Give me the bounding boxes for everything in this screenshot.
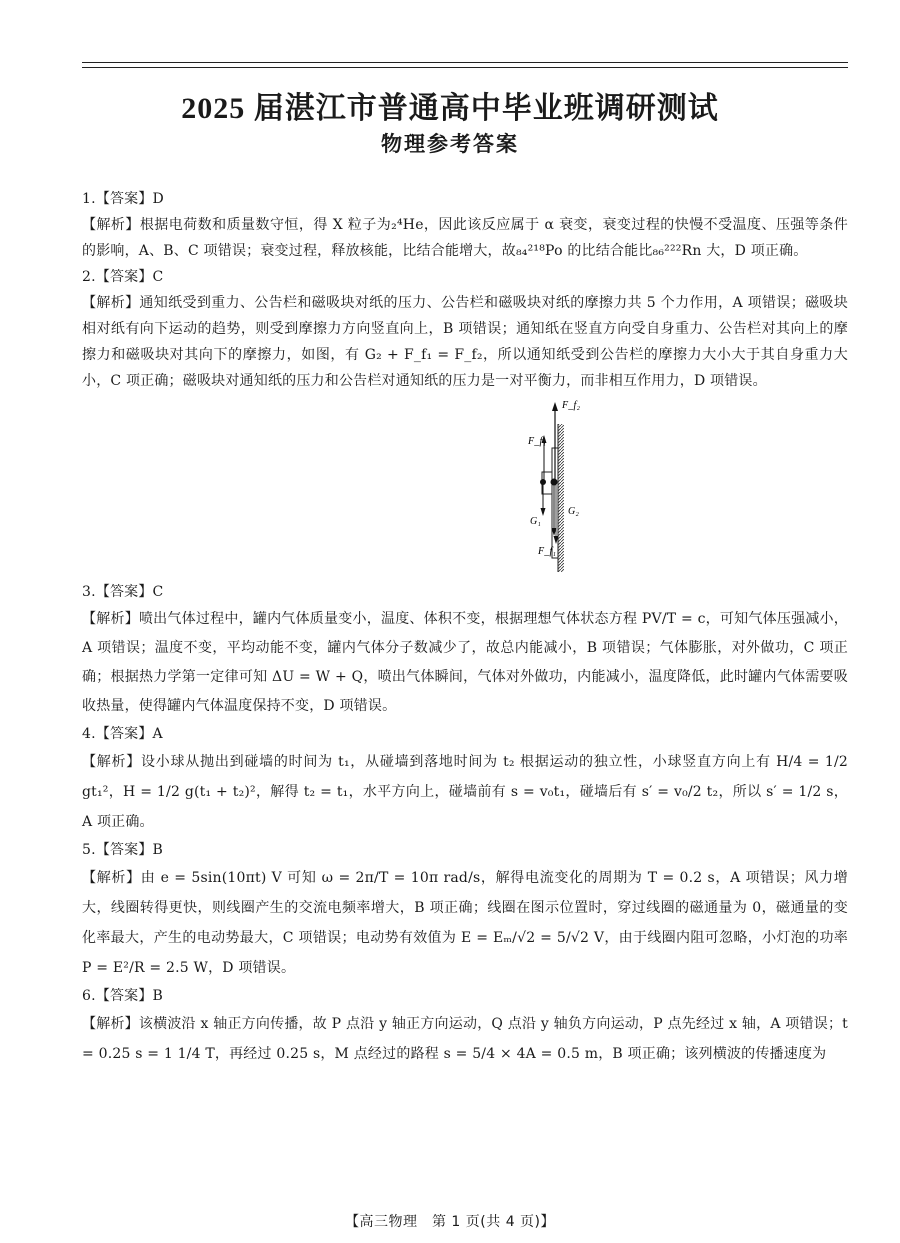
label-ff1-down: F_f₁ bbox=[538, 546, 557, 557]
question-2 bbox=[82, 264, 848, 394]
force-diagram-svg bbox=[510, 398, 600, 578]
bulletin-board-wall bbox=[558, 424, 564, 572]
answer-line: 5.【答案】B bbox=[82, 842, 164, 858]
page-title: 2025 届湛江市普通高中毕业班调研测试 bbox=[181, 92, 719, 125]
answer-line: 1.【答案】D bbox=[82, 191, 164, 207]
question-3 bbox=[82, 579, 848, 721]
answer-line: 3.【答案】C bbox=[82, 584, 164, 600]
analysis-text: 【解析】由 e = 5sin(10πt) V 可知 ω = 2π/T = 10π rad/s，解得电流变化的周期为 T = 0.2 s，A 项错误；风力增大，线圈转得更快，则线圈产生的交流电频率增大，B 项正确；线圈在图示位置时，穿过线圈的磁通量为 0，磁通量的变化率最大，产生的电动势最大，C 项错误；电动势有效值为 E = Eₘ/√2 = 5/√2 V，由于线圈内阻可忽略，小灯泡的功率 P = E²/R = 2.5 W，D 项错误。 bbox=[82, 870, 848, 976]
force-diagram bbox=[82, 394, 848, 579]
analysis-text: 【解析】该横波沿 x 轴正方向传播，故 P 点沿 y 轴正方向运动，Q 点沿 y 轴负方向运动，P 点先经过 x 轴，A 项错误；t = 0.25 s = 1 1/4 T，再经过 0.25 s，M 点经过的路程 s = 5/4 × 4A = 0.5 m，B 项正确；该列横波的传播速度为 bbox=[82, 1016, 848, 1062]
header-rule-thin bbox=[82, 67, 848, 68]
label-g2: G₂ bbox=[568, 506, 580, 517]
page-footer: 【高三物理 第 1 页(共 4 页)】 bbox=[344, 1214, 556, 1230]
label-ff1-up: F_f₁ bbox=[528, 436, 547, 447]
question-1 bbox=[82, 186, 848, 264]
page-subtitle: 物理参考答案 bbox=[381, 132, 519, 156]
answer-line: 6.【答案】B bbox=[82, 988, 164, 1004]
analysis-text: 【解析】根据电荷数和质量数守恒，得 X 粒子为₂⁴He，因此该反应属于 α 衰变，衰变过程的快慢不受温度、压强等条件的影响，A、B、C 项错误；衰变过程，释放核能，比结合能增大，故₈₄²¹⁸Po 的比结合能比₈₆²²²Rn 大，D 项正确。 bbox=[82, 217, 848, 259]
answer-body bbox=[82, 186, 848, 1069]
analysis-text: 【解析】设小球从抛出到碰墙的时间为 t₁，从碰墙到落地时间为 t₂ 根据运动的独立性，小球竖直方向上有 H/4 = 1/2 gt₁²，H = 1/2 g(t₁ + t₂)²，解得 t₂ = t₁，水平方向上，碰墙前有 s = v₀t₁，碰墙后有 s′ = v₀/2 t₂，所以 s′ = 1/2 s，A 项正确。 bbox=[82, 754, 848, 830]
label-ff2: F_f₂ bbox=[562, 400, 581, 411]
analysis-text: 【解析】喷出气体过程中，罐内气体质量变小，温度、体积不变，根据理想气体状态方程 PV/T = c，可知气体压强减小，A 项错误；温度不变，平均动能不变，罐内气体分子数减少了，故总内能减小，B 项错误；气体膨胀，对外做功，C 项正确；根据热力学第一定律可知 ΔU = W + Q，喷出气体瞬间，气体对外做功，内能减小，温度降低，此时罐内气体需要吸收热量，使得罐内气体温度保持不变，D 项错误。 bbox=[82, 611, 848, 714]
label-g1: G₁ bbox=[530, 516, 542, 527]
header-rule-thick bbox=[82, 62, 848, 63]
question-5 bbox=[82, 837, 848, 983]
question-4 bbox=[82, 721, 848, 837]
answer-line: 4.【答案】A bbox=[82, 726, 163, 742]
analysis-text: 【解析】通知纸受到重力、公告栏和磁吸块对纸的压力、公告栏和磁吸块对纸的摩擦力共 5 个力作用，A 项错误；磁吸块相对纸有向下运动的趋势，则受到摩擦力方向竖直向上，B 项错误；通知纸在竖直方向受自身重力、公告栏对其向上的摩擦力和磁吸块对其向下的摩擦力，如图，有 G₂ + F_f₁ = F_f₂，所以通知纸受到公告栏的摩擦力大小大于其自身重力大小，C 项正确；磁吸块对通知纸的压力和公告栏对通知纸的压力是一对平衡力，而非相互作用力，D 项错误。 bbox=[82, 295, 848, 389]
answer-line: 2.【答案】C bbox=[82, 269, 164, 285]
question-6 bbox=[82, 983, 848, 1069]
